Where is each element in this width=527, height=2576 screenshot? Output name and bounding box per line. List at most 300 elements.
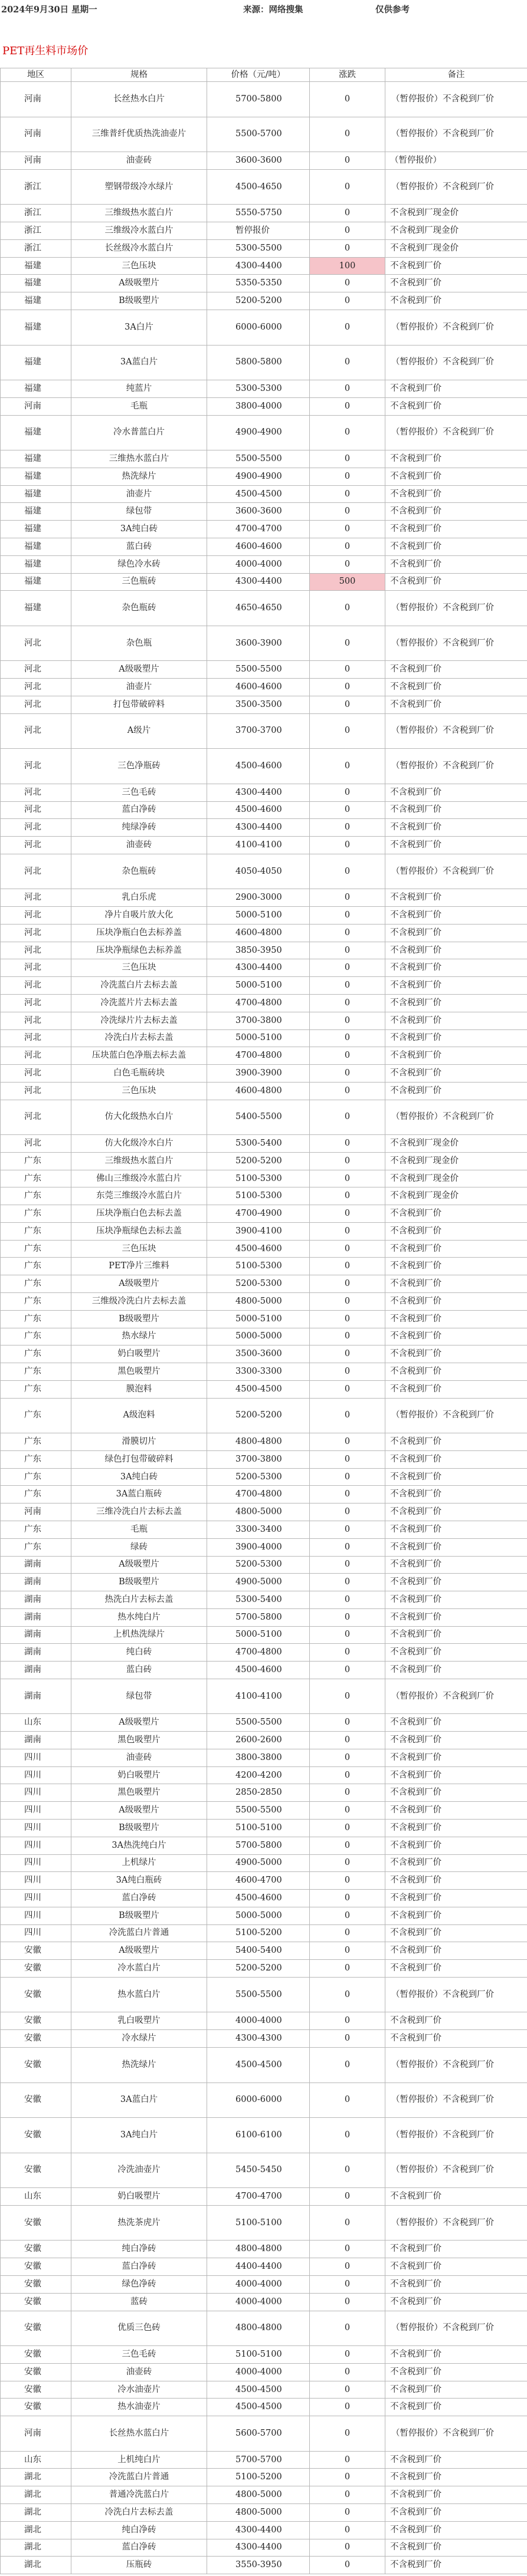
cell-region: 河北 <box>1 994 71 1012</box>
cell-price: 3850-3950 <box>207 942 310 959</box>
cell-change: 0 <box>310 1802 385 1820</box>
cell-price: 5350-5350 <box>207 275 310 292</box>
cell-change: 0 <box>310 1398 385 1433</box>
cell-price: 5500-5500 <box>207 1977 310 2012</box>
cell-region: 安徽 <box>1 2346 71 2364</box>
cell-region: 广东 <box>1 1468 71 1486</box>
cell-price: 4800-5000 <box>207 1293 310 1311</box>
table-row <box>1 1960 527 1978</box>
cell-price: 4500-4500 <box>207 1380 310 1398</box>
cell-spec: PET净片三维料 <box>71 1258 207 1275</box>
cell-note: 不含税到厂价 <box>385 1029 527 1047</box>
cell-price: 4600-4800 <box>207 1082 310 1100</box>
table-row <box>1 2539 527 2557</box>
cell-spec: 冷洗蓝白片普通 <box>71 1924 207 1942</box>
cell-note: 不含税到厂价 <box>385 1450 527 1468</box>
cell-change: 0 <box>310 2399 385 2416</box>
cell-region: 安徽 <box>1 2118 71 2153</box>
table-row <box>1 415 527 450</box>
cell-price: 4300-4400 <box>207 2521 310 2539</box>
table-row <box>1 2486 527 2504</box>
cell-change: 0 <box>310 380 385 398</box>
cell-note: 不含税到厂价 <box>385 555 527 573</box>
cell-price: 4700-4700 <box>207 521 310 538</box>
cell-spec: 3A白片 <box>71 310 207 346</box>
cell-note: 不含税到厂价 <box>385 397 527 415</box>
cell-region: 浙江 <box>1 205 71 222</box>
cell-region: 广东 <box>1 1170 71 1187</box>
cell-region: 河北 <box>1 1047 71 1065</box>
cell-spec: 蓝白净砖 <box>71 1890 207 1907</box>
cell-spec: 纯白净砖 <box>71 2241 207 2258</box>
cell-change: 0 <box>310 661 385 679</box>
cell-note: （暂停报价）不含税到厂价 <box>385 82 527 117</box>
table-row <box>1 2258 527 2276</box>
cell-change: 0 <box>310 1468 385 1486</box>
table-row <box>1 679 527 696</box>
cell-spec: 冷洗蓝片片去标去盖 <box>71 994 207 1012</box>
cell-spec: 热水纯白片 <box>71 1608 207 1626</box>
cell-spec: 绿色冷水砖 <box>71 555 207 573</box>
table-row <box>1 924 527 942</box>
cell-note: 不含税到厂价 <box>385 2276 527 2294</box>
cell-region: 广东 <box>1 1380 71 1398</box>
cell-note: 不含税到厂现金价 <box>385 205 527 222</box>
cell-region: 安徽 <box>1 1942 71 1960</box>
table-row <box>1 1820 527 1837</box>
table-row <box>1 1100 527 1135</box>
cell-region: 安徽 <box>1 2047 71 2082</box>
cell-price: 4650-4650 <box>207 591 310 626</box>
cell-note: 不含税到厂价 <box>385 907 527 925</box>
cell-price: 4800-5000 <box>207 2504 310 2522</box>
cell-price: 4050-4050 <box>207 854 310 889</box>
cell-note: （暂停报价）不含税到厂价 <box>385 1100 527 1135</box>
cell-region: 湖南 <box>1 1679 71 1714</box>
table-row <box>1 117 527 152</box>
cell-spec: 3A纯白砖 <box>71 1468 207 1486</box>
table-row <box>1 1942 527 1960</box>
cell-price: 5000-5100 <box>207 1029 310 1047</box>
cell-price: 4900-5000 <box>207 1854 310 1872</box>
cell-spec: 热洗绿片 <box>71 2047 207 2082</box>
cell-region: 福建 <box>1 485 71 503</box>
cell-spec: 三色瓶砖 <box>71 573 207 591</box>
cell-change: 0 <box>310 1363 385 1381</box>
cell-spec: 绿包带 <box>71 1679 207 1714</box>
cell-note: （暂停报价）不含税到厂价 <box>385 626 527 661</box>
cell-note: 不含税到厂价 <box>385 679 527 696</box>
cell-price: 5550-5750 <box>207 205 310 222</box>
cell-spec: 奶白吸塑片 <box>71 1766 207 1784</box>
cell-price: 4000-4000 <box>207 2012 310 2030</box>
cell-change: 0 <box>310 2276 385 2294</box>
cell-change: 0 <box>310 415 385 450</box>
cell-region: 福建 <box>1 573 71 591</box>
cell-region: 福建 <box>1 380 71 398</box>
cell-price: 5300-5400 <box>207 1591 310 1609</box>
cell-spec: 压块净瓶绿色去标养盖 <box>71 942 207 959</box>
cell-region: 河北 <box>1 784 71 801</box>
table-row <box>1 1029 527 1047</box>
cell-region: 福建 <box>1 310 71 346</box>
table-row <box>1 152 527 170</box>
cell-price: 4000-4000 <box>207 2276 310 2294</box>
cell-spec: 三色压块 <box>71 959 207 977</box>
cell-change: 0 <box>310 152 385 170</box>
cell-change: 0 <box>310 1784 385 1802</box>
cell-region: 浙江 <box>1 222 71 240</box>
cell-note: 不含税到厂价 <box>385 2521 527 2539</box>
cell-change: 0 <box>310 1749 385 1766</box>
cell-note: 不含税到厂价 <box>385 1960 527 1978</box>
cell-region: 河南 <box>1 1504 71 1521</box>
cell-region: 河北 <box>1 907 71 925</box>
cell-price: 5000-5100 <box>207 1626 310 1644</box>
cell-note: （暂停报价）不含税到厂价 <box>385 117 527 152</box>
cell-change: 0 <box>310 1345 385 1363</box>
cell-price: 5200-5300 <box>207 1468 310 1486</box>
cell-price: 5100-5300 <box>207 1258 310 1275</box>
report-disclaimer: 仅供参考 <box>375 5 410 15</box>
cell-note: 不含税到厂价 <box>385 924 527 942</box>
table-body <box>1 82 527 2574</box>
cell-spec: 乳白乐虎 <box>71 889 207 907</box>
cell-note: 不含税到厂价 <box>385 1328 527 1345</box>
cell-region: 安徽 <box>1 1977 71 2012</box>
cell-spec: A级吸塑片 <box>71 1802 207 1820</box>
cell-note: 不含税到厂价 <box>385 1872 527 1890</box>
cell-note: （暂停报价）不含税到厂价 <box>385 2311 527 2346</box>
table-row <box>1 942 527 959</box>
table-row <box>1 1205 527 1223</box>
cell-spec: 奶白吸塑片 <box>71 1345 207 1363</box>
cell-price: 4200-4200 <box>207 1766 310 1784</box>
cell-note: 不含税到厂价 <box>385 837 527 854</box>
table-row <box>1 994 527 1012</box>
cell-change: 0 <box>310 1450 385 1468</box>
table-row <box>1 1538 527 1556</box>
cell-price: 4500-4500 <box>207 485 310 503</box>
report-header <box>0 0 527 17</box>
cell-price: 5700-5800 <box>207 1837 310 1854</box>
cell-price: 2600-2600 <box>207 1732 310 1749</box>
table-row <box>1 1345 527 1363</box>
cell-price: 5200-5200 <box>207 1960 310 1978</box>
cell-price: 3500-3600 <box>207 1345 310 1363</box>
table-row <box>1 2416 527 2452</box>
cell-change: 0 <box>310 679 385 696</box>
cell-price: 4900-4900 <box>207 415 310 450</box>
table-row <box>1 1240 527 1258</box>
cell-price: 4600-4800 <box>207 924 310 942</box>
cell-region: 安徽 <box>1 2030 71 2048</box>
cell-note: 不含税到厂价 <box>385 2293 527 2311</box>
cell-change: 0 <box>310 1380 385 1398</box>
cell-change: 0 <box>310 1556 385 1574</box>
cell-note: （暂停报价）不含税到厂价 <box>385 310 527 346</box>
cell-change: 0 <box>310 2486 385 2504</box>
table-row <box>1 1574 527 1591</box>
cell-note: （暂停报价）不含税到厂价 <box>385 854 527 889</box>
cell-region: 广东 <box>1 1450 71 1468</box>
table-row <box>1 1784 527 1802</box>
cell-spec: 长丝级冷水蓝白片 <box>71 239 207 257</box>
table-row <box>1 854 527 889</box>
cell-region: 安徽 <box>1 1960 71 1978</box>
cell-region: 四川 <box>1 1872 71 1890</box>
table-row <box>1 907 527 925</box>
table-row <box>1 2030 527 2048</box>
cell-price: 6100-6100 <box>207 2118 310 2153</box>
cell-change: 0 <box>310 1538 385 1556</box>
table-row <box>1 889 527 907</box>
cell-note: 不含税到厂价 <box>385 819 527 837</box>
cell-spec: 压块净瓶绿色去标去盖 <box>71 1222 207 1240</box>
cell-note: （暂停报价）不含税到厂价 <box>385 2153 527 2188</box>
cell-region: 四川 <box>1 1854 71 1872</box>
table-row <box>1 1924 527 1942</box>
cell-region: 福建 <box>1 345 71 380</box>
cell-note: 不含税到厂价 <box>385 1749 527 1766</box>
cell-region: 河北 <box>1 1082 71 1100</box>
cell-change: 0 <box>310 2012 385 2030</box>
cell-note: 不含税到厂价 <box>385 1380 527 1398</box>
cell-spec: 三维级热水蓝白片 <box>71 205 207 222</box>
cell-change: 0 <box>310 117 385 152</box>
cell-price: 4700-4900 <box>207 1205 310 1223</box>
table-row <box>1 1662 527 1679</box>
cell-price: 3800-4000 <box>207 397 310 415</box>
cell-change: 0 <box>310 1942 385 1960</box>
cell-change: 0 <box>310 2205 385 2241</box>
cell-note: （暂停报价）不含税到厂价 <box>385 345 527 380</box>
cell-price: 3700-3800 <box>207 1450 310 1468</box>
table-row <box>1 784 527 801</box>
cell-region: 浙江 <box>1 169 71 205</box>
cell-price: 5100-5100 <box>207 2346 310 2364</box>
cell-note: 不含税到厂价 <box>385 485 527 503</box>
cell-price: 3600-3600 <box>207 152 310 170</box>
cell-spec: 油壶片 <box>71 485 207 503</box>
cell-region: 广东 <box>1 1187 71 1205</box>
cell-spec: 纯蓝片 <box>71 380 207 398</box>
cell-region: 安徽 <box>1 2012 71 2030</box>
cell-price: 5200-5200 <box>207 292 310 310</box>
cell-price: 6000-6000 <box>207 310 310 346</box>
cell-change: 0 <box>310 837 385 854</box>
table-row <box>1 1854 527 1872</box>
cell-region: 四川 <box>1 1784 71 1802</box>
table-row <box>1 1450 527 1468</box>
cell-region: 河北 <box>1 696 71 713</box>
cell-spec: 3A热洗纯白片 <box>71 1837 207 1854</box>
cell-change: 100 <box>310 257 385 275</box>
cell-price: 5200-5300 <box>207 1275 310 1293</box>
table-row <box>1 503 527 521</box>
cell-change: 0 <box>310 2030 385 2048</box>
table-row <box>1 1732 527 1749</box>
table-row <box>1 397 527 415</box>
cell-spec: 佛山三维级冷水蓝白片 <box>71 1170 207 1187</box>
cell-region: 山东 <box>1 2188 71 2206</box>
cell-note: （暂停报价）不含税到厂价 <box>385 749 527 784</box>
cell-note: 不含税到厂价 <box>385 503 527 521</box>
cell-note: 不含税到厂价 <box>385 696 527 713</box>
cell-spec: 热水绿片 <box>71 1328 207 1345</box>
cell-change: 0 <box>310 169 385 205</box>
cell-price: 4800-4800 <box>207 2241 310 2258</box>
cell-region: 河北 <box>1 854 71 889</box>
table-row <box>1 661 527 679</box>
cell-price: 5500-5500 <box>207 1802 310 1820</box>
table-row <box>1 1977 527 2012</box>
cell-change: 0 <box>310 2451 385 2469</box>
cell-region: 安徽 <box>1 2082 71 2118</box>
cell-price: 3900-4100 <box>207 1222 310 1240</box>
table-row <box>1 696 527 713</box>
cell-region: 湖北 <box>1 2486 71 2504</box>
cell-change: 0 <box>310 959 385 977</box>
cell-price: 5700-5800 <box>207 1608 310 1626</box>
cell-price: 4300-4400 <box>207 2539 310 2557</box>
table-row <box>1 1837 527 1854</box>
cell-note: 不含税到厂价 <box>385 1433 527 1451</box>
cell-note: 不含税到厂价 <box>385 1662 527 1679</box>
cell-spec: 蓝白净砖 <box>71 2258 207 2276</box>
cell-region: 福建 <box>1 555 71 573</box>
cell-spec: 黑色吸塑片 <box>71 1784 207 1802</box>
cell-price: 5500-5500 <box>207 661 310 679</box>
cell-region: 四川 <box>1 1749 71 1766</box>
cell-region: 河南 <box>1 2416 71 2452</box>
cell-change: 0 <box>310 1012 385 1029</box>
cell-region: 福建 <box>1 468 71 485</box>
cell-price: 4700-4800 <box>207 1486 310 1504</box>
cell-change: 0 <box>310 1065 385 1083</box>
cell-note: 不含税到厂价 <box>385 1065 527 1083</box>
cell-change: 0 <box>310 1504 385 1521</box>
cell-region: 湖北 <box>1 2521 71 2539</box>
table-row <box>1 2293 527 2311</box>
cell-spec: 长丝热水蓝白片 <box>71 2416 207 2452</box>
cell-price: 5200-5200 <box>207 1398 310 1433</box>
cell-change: 0 <box>310 1433 385 1451</box>
cell-change: 0 <box>310 626 385 661</box>
cell-note: 不含税到厂价 <box>385 1574 527 1591</box>
cell-region: 广东 <box>1 1521 71 1538</box>
table-row <box>1 521 527 538</box>
cell-note: 不含税到厂价 <box>385 468 527 485</box>
cell-price: 6000-6000 <box>207 2082 310 2118</box>
cell-spec: A级吸塑片 <box>71 1275 207 1293</box>
table-row <box>1 485 527 503</box>
cell-region: 河北 <box>1 713 71 749</box>
cell-region: 安徽 <box>1 2293 71 2311</box>
cell-note: 不含税到厂价 <box>385 2030 527 2048</box>
cell-change: 0 <box>310 2293 385 2311</box>
cell-note: 不含税到厂价 <box>385 1820 527 1837</box>
table-row <box>1 1890 527 1907</box>
cell-region: 河北 <box>1 801 71 819</box>
cell-spec: 滑膜切片 <box>71 1433 207 1451</box>
cell-spec: 冷洗绿片片去标去盖 <box>71 1012 207 1029</box>
cell-region: 四川 <box>1 1766 71 1784</box>
cell-note: 不含税到厂价 <box>385 450 527 468</box>
cell-change: 0 <box>310 1837 385 1854</box>
cell-price: 5000-5100 <box>207 1310 310 1328</box>
table-row <box>1 1152 527 1170</box>
cell-spec: 冷洗蓝白片去标去盖 <box>71 977 207 995</box>
cell-price: 3600-3900 <box>207 626 310 661</box>
cell-change: 0 <box>310 503 385 521</box>
cell-note: 不含税到厂价 <box>385 1942 527 1960</box>
cell-region: 广东 <box>1 1328 71 1345</box>
cell-price: 5600-5700 <box>207 2416 310 2452</box>
cell-price: 5100-5200 <box>207 2469 310 2486</box>
cell-region: 广东 <box>1 1152 71 1170</box>
table-row <box>1 1012 527 1029</box>
cell-region: 广东 <box>1 1398 71 1433</box>
cell-change: 0 <box>310 1100 385 1135</box>
cell-change: 0 <box>310 1222 385 1240</box>
cell-region: 河南 <box>1 82 71 117</box>
report-date: 2024年9月30日 星期一 <box>1 5 97 15</box>
cell-price: 3500-3500 <box>207 696 310 713</box>
cell-price: 4300-4400 <box>207 819 310 837</box>
cell-note: 不含税到厂价 <box>385 521 527 538</box>
cell-change: 0 <box>310 1854 385 1872</box>
cell-price: 5000-5000 <box>207 1907 310 1924</box>
table-row <box>1 2205 527 2241</box>
cell-change: 0 <box>310 1170 385 1187</box>
cell-spec: B级吸塑片 <box>71 1820 207 1837</box>
cell-region: 河南 <box>1 397 71 415</box>
cell-price: 5800-5800 <box>207 345 310 380</box>
cell-price: 5700-5700 <box>207 2451 310 2469</box>
cell-spec: 冷水普蓝白片 <box>71 415 207 450</box>
cell-change: 0 <box>310 1187 385 1205</box>
cell-change: 0 <box>310 468 385 485</box>
cell-region: 福建 <box>1 415 71 450</box>
cell-change: 0 <box>310 450 385 468</box>
table-row <box>1 1714 527 1732</box>
cell-spec: 杂色瓶砖 <box>71 591 207 626</box>
cell-region: 河北 <box>1 661 71 679</box>
cell-spec: 蓝白砖 <box>71 1662 207 1679</box>
cell-change: 0 <box>310 2539 385 2557</box>
table-row <box>1 468 527 485</box>
cell-spec: 普通冷洗蓝白片 <box>71 2486 207 2504</box>
cell-note: 不含税到厂价 <box>385 784 527 801</box>
cell-note: 不含税到厂现金价 <box>385 239 527 257</box>
cell-change: 0 <box>310 1328 385 1345</box>
cell-region: 湖北 <box>1 2504 71 2522</box>
table-row <box>1 82 527 117</box>
cell-change: 0 <box>310 1766 385 1784</box>
cell-region: 湖南 <box>1 1591 71 1609</box>
table-row <box>1 837 527 854</box>
cell-spec: 三维热水蓝白片 <box>71 450 207 468</box>
table-row <box>1 1591 527 1609</box>
cell-note: （暂停报价）不含税到厂价 <box>385 415 527 450</box>
cell-spec: 纯绿净砖 <box>71 819 207 837</box>
cell-note: （暂停报价）不含税到厂价 <box>385 1679 527 1714</box>
cell-spec: 杂色瓶砖 <box>71 854 207 889</box>
cell-change: 0 <box>310 1293 385 1311</box>
cell-note: 不含税到厂价 <box>385 1556 527 1574</box>
cell-price: 4500-4650 <box>207 169 310 205</box>
